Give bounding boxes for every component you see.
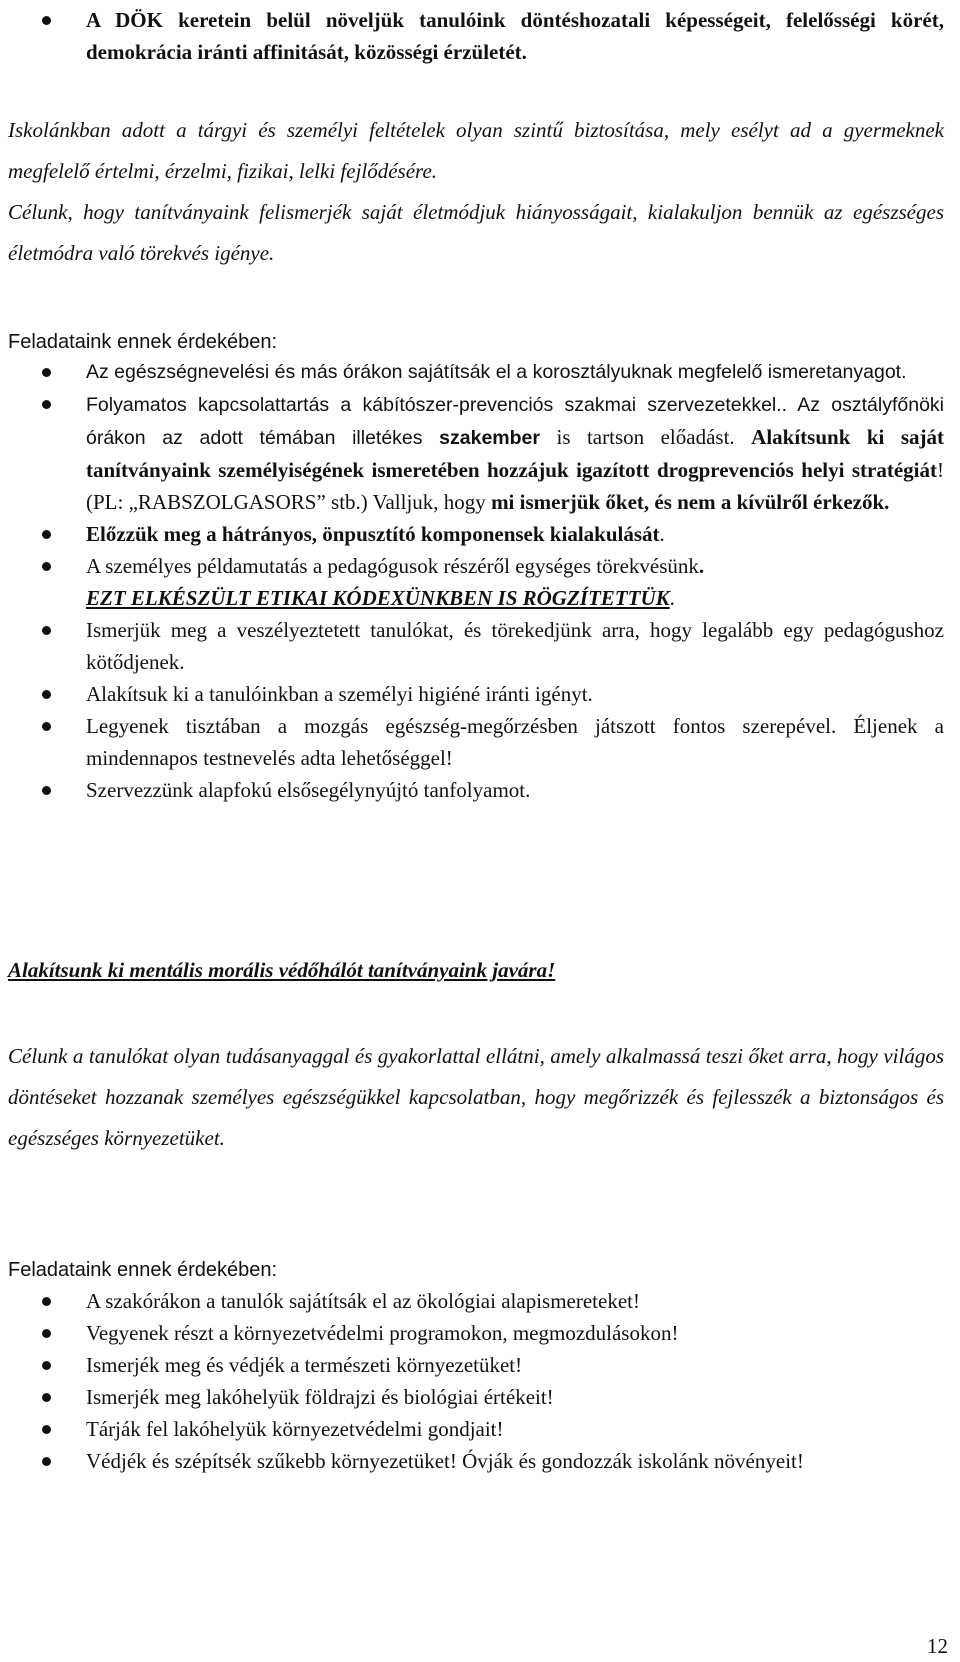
document-page	[8, 0, 944, 1662]
aim-section-environment	[8, 1036, 944, 1159]
list-item: Ismerjék meg lakóhelyük földrajzi és biológiai értékeit!	[8, 1381, 944, 1413]
list-item	[8, 4, 944, 68]
tasks-heading: Feladataink ennek érdekében:	[8, 331, 278, 353]
list-item: A személyes példamutatás a pedagógusok részéről egységes törekvésünk. EZT ELKÉSZÜLT ETIKAI KÓDEXÜNKBEN IS RÖGZÍTETTÜK.	[8, 550, 944, 614]
tasks-list-health	[8, 356, 944, 806]
aim-paragraph: Célunk, hogy tanítványaink felismerjék saját életmódjuk hiányosságait, kialakuljon bennük az egészséges életmódra való törekvés igénye.	[8, 200, 944, 265]
list-item: Előzzük meg a hátrányos, önpusztító komponensek kialakulását.	[8, 518, 944, 550]
dok-list	[8, 4, 944, 68]
list-item: Szervezzünk alapfokú elsősegélynyújtó tanfolyamot.	[8, 774, 944, 806]
tasks-list-environment	[8, 1285, 944, 1477]
dok-item-text: A DÖK keretein belül növeljük tanulóink döntéshozatali képességeit, felelősségi körét, demokrácia iránti affinitását, közösségi érzületét.	[86, 8, 944, 64]
list-item: Alakítsuk ki a tanulóinkban a személyi higiéné iránti igényt.	[8, 678, 944, 710]
tasks-heading: Feladataink ennek érdekében:	[8, 1259, 278, 1281]
list-item: Tárják fel lakóhelyük környezetvédelmi gondjait!	[8, 1413, 944, 1445]
list-item: Vegyenek részt a környezetvédelmi programokon, megmozdulásokon!	[8, 1317, 944, 1349]
aim-paragraph: Célunk a tanulókat olyan tudásanyaggal és gyakorlattal ellátni, amely alkalmassá teszi őket arra, hogy világos döntéseket hozzanak személyes egészségükkel kapcsolatban, hogy megőrizzék és fejlesszék a biztonságos és egészséges környezetüket.	[8, 1044, 944, 1150]
list-item: A szakórákon a tanulók sajátítsák el az ökológiai alapismereteket!	[8, 1285, 944, 1317]
list-item: Ismerjük meg a veszélyeztetett tanulókat, és törekedjünk arra, hogy legalább egy pedagógushoz kötődjenek.	[8, 614, 944, 678]
aim-section-health	[8, 110, 944, 274]
list-item: Legyenek tisztában a mozgás egészség-megőrzésben játszott fontos szerepével. Éljenek a mindennapos testnevelés adta lehetőséggel!	[8, 710, 944, 774]
list-item: Ismerjék meg és védjék a természeti környezetüket!	[8, 1349, 944, 1381]
list-item: Védjék és szépítsék szűkebb környezetüket! Óvják és gondozzák iskolánk növényeit!	[8, 1445, 944, 1477]
section-heading-mental: Alakítsunk ki mentális morális védőhálót tanítványaink javára!	[8, 958, 556, 982]
list-item: Az egészségnevelési és más órákon sajátítsák el a korosztályuknak megfelelő ismeretanyagot.	[8, 356, 944, 388]
list-item: Folyamatos kapcsolattartás a kábítószer-prevenciós szakmai szervezetekkel.. Az osztályfőnöki órákon az adott témában illetékes szakember is tartson előadást. Alakítsunk ki saját tanítványaink személyiségének ismeretében hozzájuk igazított drogprevenciós helyi stratégiát! (PL: „RABSZOLGASORS” stb.) Valljuk, hogy mi ismerjük őket, és nem a kívülről érkezők.	[8, 388, 944, 518]
aim-paragraph: Iskolánkban adott a tárgyi és személyi feltételek olyan szintű biztosítása, mely esélyt ad a gyermeknek megfelelő értelmi, érzelmi, fizikai, lelki fejlődésére.	[8, 118, 944, 183]
page-number: 12	[927, 1634, 948, 1658]
